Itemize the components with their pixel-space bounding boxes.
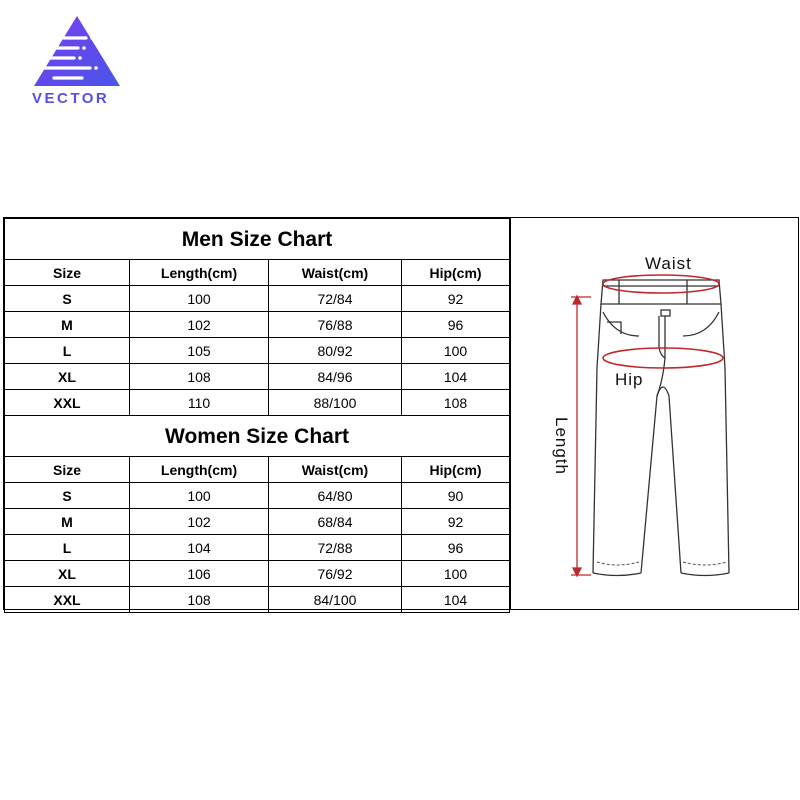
- size-cell: M: [5, 312, 130, 338]
- table-row: [5, 312, 510, 338]
- women-header-row: [5, 457, 510, 483]
- size-cell: M: [5, 509, 130, 535]
- hip-cell: 92: [402, 509, 510, 535]
- hip-cell: 100: [402, 561, 510, 587]
- hip-cell: 96: [402, 312, 510, 338]
- brand-logo: [28, 16, 128, 110]
- length-cell: 105: [130, 338, 269, 364]
- column-header: Waist(cm): [269, 457, 402, 483]
- waist-cell: 76/88: [269, 312, 402, 338]
- size-cell: XL: [5, 364, 130, 390]
- size-cell: XXL: [5, 390, 130, 416]
- length-label: Length: [552, 417, 571, 475]
- length-cell: 110: [130, 390, 269, 416]
- men-table-title: Men Size Chart: [5, 219, 510, 260]
- hip-cell: 90: [402, 483, 510, 509]
- size-cell: S: [5, 483, 130, 509]
- waist-cell: 72/88: [269, 535, 402, 561]
- hip-label: Hip: [615, 370, 644, 389]
- column-header: Hip(cm): [402, 457, 510, 483]
- length-cell: 100: [130, 483, 269, 509]
- size-cell: XL: [5, 561, 130, 587]
- waist-label: Waist: [645, 254, 692, 273]
- waist-cell: 76/92: [269, 561, 402, 587]
- length-cell: 100: [130, 286, 269, 312]
- size-cell: L: [5, 338, 130, 364]
- column-header: Size: [5, 457, 130, 483]
- waist-cell: 88/100: [269, 390, 402, 416]
- table-row: [5, 364, 510, 390]
- men-size-table: [4, 218, 510, 613]
- waist-cell: 80/92: [269, 338, 402, 364]
- table-row: [5, 286, 510, 312]
- size-tables: [4, 218, 510, 609]
- pants-measurement-diagram: [510, 218, 799, 609]
- length-cell: 102: [130, 509, 269, 535]
- table-row: [5, 561, 510, 587]
- hip-cell: 104: [402, 364, 510, 390]
- length-cell: 108: [130, 587, 269, 613]
- size-cell: L: [5, 535, 130, 561]
- triangle-logo-icon: [34, 16, 120, 88]
- waist-cell: 64/80: [269, 483, 402, 509]
- waist-cell: 72/84: [269, 286, 402, 312]
- table-row: [5, 509, 510, 535]
- size-chart: [3, 217, 799, 610]
- size-cell: XXL: [5, 587, 130, 613]
- brand-name: VECTOR: [32, 90, 110, 107]
- table-row: [5, 338, 510, 364]
- table-row: [5, 390, 510, 416]
- hip-cell: 100: [402, 338, 510, 364]
- men-header-row: [5, 260, 510, 286]
- hip-cell: 108: [402, 390, 510, 416]
- hip-cell: 92: [402, 286, 510, 312]
- women-table-title: Women Size Chart: [5, 416, 510, 457]
- hip-cell: 96: [402, 535, 510, 561]
- table-row: [5, 587, 510, 613]
- waist-cell: 84/96: [269, 364, 402, 390]
- table-row: [5, 535, 510, 561]
- length-cell: 102: [130, 312, 269, 338]
- column-header: Waist(cm): [269, 260, 402, 286]
- table-row: [5, 483, 510, 509]
- waist-cell: 68/84: [269, 509, 402, 535]
- hip-cell: 104: [402, 587, 510, 613]
- column-header: Length(cm): [130, 260, 269, 286]
- waist-cell: 84/100: [269, 587, 402, 613]
- size-cell: S: [5, 286, 130, 312]
- column-header: Size: [5, 260, 130, 286]
- length-cell: 108: [130, 364, 269, 390]
- column-header: Hip(cm): [402, 260, 510, 286]
- length-cell: 106: [130, 561, 269, 587]
- length-cell: 104: [130, 535, 269, 561]
- column-header: Length(cm): [130, 457, 269, 483]
